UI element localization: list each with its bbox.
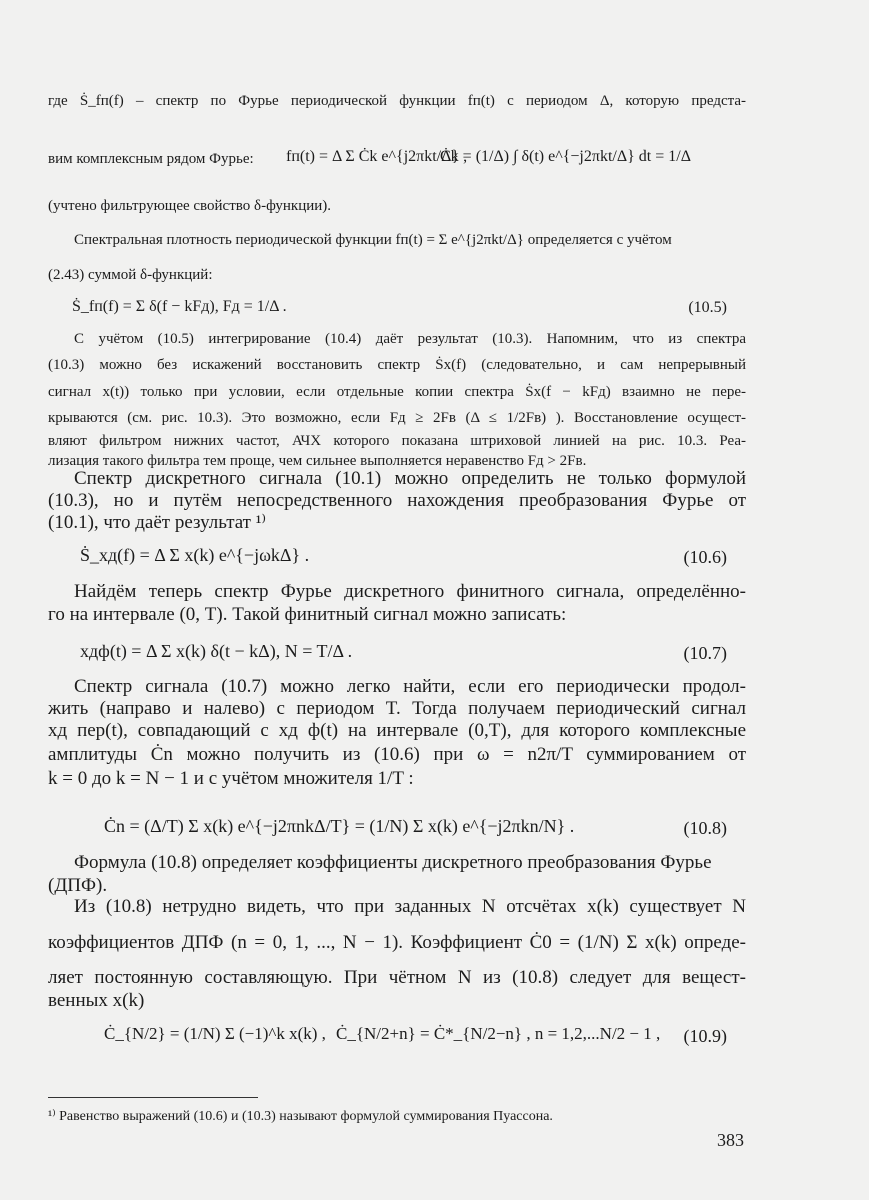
text-line: (ДПФ). [48,875,108,896]
text-line: Спектр дискретного сигнала (10.1) можно определить не только формулой [74,468,746,489]
equation-10-5: Ṡ_fп(f) = Σ δ(f − kFд), Fд = 1/Δ . [72,298,287,315]
equation-number: (10.5) [688,299,727,316]
text-line: вляют фильтром нижних частот, АЧХ которого показана штриховой линией на рис. 10.3. Реа- [48,433,746,449]
text-line: Формула (10.8) определяет коэффициенты дискретного преобразования Фурье [74,852,712,873]
text-line: Найдём теперь спектр Фурье дискретного финитного сигнала, определённо- [74,581,746,602]
equation-fourier-series: fп(t) = Δ Σ Ċk e^{j2πkt/Δ} , [286,148,468,165]
text-line: вим комплексным рядом Фурье: [48,151,254,167]
equation-10-9b: Ċ_{N/2+n} = Ċ*_{N/2−n} , n = 1,2,...N/2 − 1 , [336,1024,661,1043]
text-line: С учётом (10.5) интегрирование (10.4) даёт результат (10.3). Напомним, что из спектра [74,331,746,347]
equation-number: (10.7) [683,643,727,663]
text-line: (10.1), что даёт результат ¹⁾ [48,512,267,533]
equation-number: (10.6) [683,547,727,567]
text-line: Спектр сигнала (10.7) можно легко найти, если его периодически продол- [74,676,746,697]
text-line: где Ṡ_fп(f) – спектр по Фурье периодической функции fп(t) с периодом Δ, которую предста- [48,93,746,109]
text-line: k = 0 до k = N − 1 и с учётом множителя 1/T : [48,768,414,789]
equation-10-6: Ṡ_xд(f) = Δ Σ x(k) e^{−jωkΔ} . [80,545,310,565]
equation-10-9a: Ċ_{N/2} = (1/N) Σ (−1)^k x(k) , [104,1024,326,1043]
equation-10-8: Ċn = (Δ/T) Σ x(k) e^{−j2πnkΔ/T} = (1/N) Σ x(k) e^{−j2πkn/N} . [104,816,575,836]
text-line: лизация такого фильтра тем проще, чем сильнее выполняется неравенство Fд > 2Fв. [48,453,587,469]
equation-number: (10.8) [683,818,727,838]
text-line: амплитуды Ċn можно получить из (10.6) при ω = n2π/T суммированием от [48,744,746,765]
text-line: Из (10.8) нетрудно видеть, что при заданных N отсчётах x(k) существует N [74,896,746,917]
text-line: жить (направо и налево) с периодом T. Тогда получаем периодический сигнал [48,698,746,719]
text-line: xд пер(t), совпадающий с xд ф(t) на интервале (0,T), для которого комплексные [48,720,746,741]
equation-fourier-coef: Ċk = (1/Δ) ∫ δ(t) e^{−j2πkt/Δ} dt = 1/Δ [440,148,692,165]
equation-10-7: xдф(t) = Δ Σ x(k) δ(t − kΔ), N = T/Δ . [80,641,353,661]
text-line: (учтено фильтрующее свойство δ-функции). [48,198,332,214]
page-number: 383 [717,1130,744,1150]
text-line: Спектральная плотность периодической функции fп(t) = Σ e^{j2πkt/Δ} определяется с учётом [74,232,672,248]
text-line: (10.3) можно без искажений восстановить спектр Ṡx(f) (следовательно, и сам непрерывный [48,357,746,373]
text-line: (10.3), но и путём непосредственного нахождения преобразования Фурье от [48,490,746,511]
text-line: коэффициентов ДПФ (n = 0, 1, ..., N − 1). Коэффициент Ċ0 = (1/N) Σ x(k) опреде- [48,932,746,953]
text-line: (2.43) суммой δ-функций: [48,267,213,283]
footnote-divider [48,1097,258,1098]
text-line: венных x(k) [48,990,145,1011]
text-line: ляет постоянную составляющую. При чётном N из (10.8) следует для вещест- [48,967,746,988]
text-line: го на интервале (0, T). Такой финитный сигнал можно записать: [48,604,567,625]
text-line: сигнал x(t)) только при условии, если отдельные копии спектра Ṡx(f − kFд) взаимно не пере- [48,384,746,400]
text-line: крываются (см. рис. 10.3). Это возможно, если Fд ≥ 2Fв (Δ ≤ 1/2Fв) ). Восстановление осущест- [48,410,746,426]
equation-number: (10.9) [683,1026,727,1046]
footnote: ¹⁾ Равенство выражений (10.6) и (10.3) называют формулой суммирования Пуассона. [48,1109,553,1124]
